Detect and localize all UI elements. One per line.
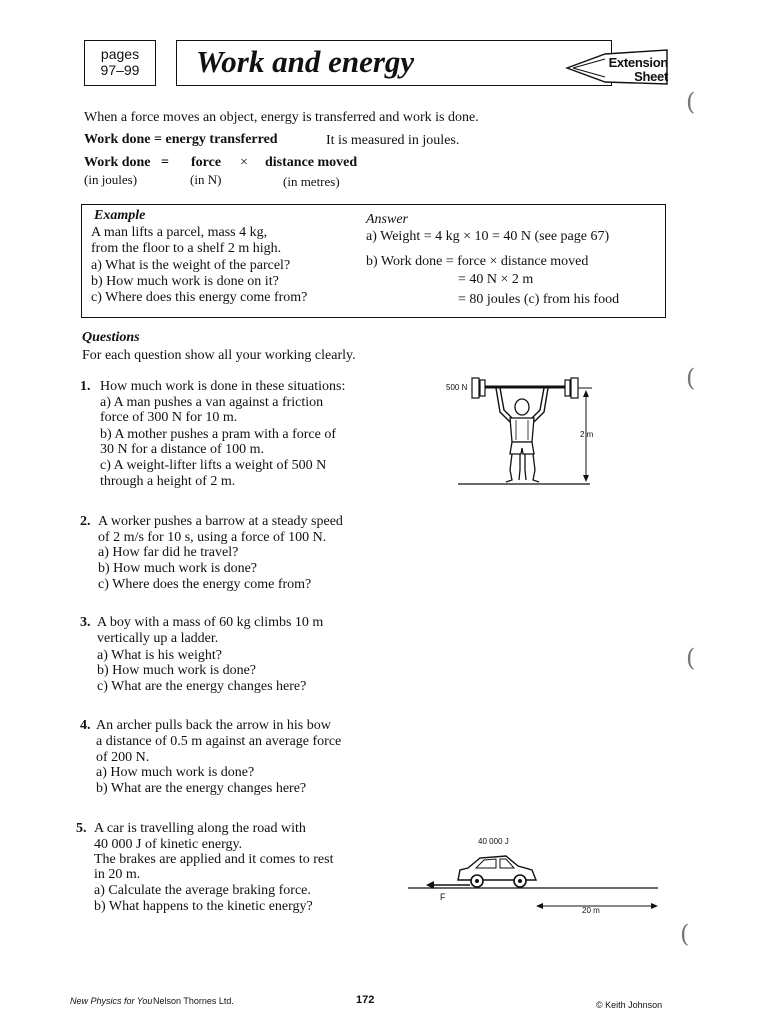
question-line: of 2 m/s for 10 s, using a force of 100 N. — [98, 530, 327, 545]
question-line: a) How much work is done? — [96, 765, 255, 780]
answer-b-line1: b) Work done = force × distance moved — [366, 254, 589, 269]
binder-mark: ( — [686, 644, 696, 672]
equation-work-done: Work done — [84, 155, 151, 170]
question-line: 40 000 J of kinetic energy. — [94, 837, 243, 852]
question-line: a) Calculate the average braking force. — [94, 883, 311, 898]
question-line: a) A man pushes a van against a friction — [100, 395, 324, 410]
page-title: Work and energy — [196, 44, 415, 79]
footer-book-title: New Physics for You — [70, 996, 153, 1006]
question-line: b) How much work is done? — [97, 663, 257, 678]
footer-publisher: Nelson Thornes Ltd. — [153, 996, 234, 1006]
question-line: 30 N for a distance of 100 m. — [100, 442, 265, 457]
question-number: 5. — [76, 821, 87, 836]
unit-metres: (in metres) — [283, 174, 340, 189]
question-line: a) What is his weight? — [97, 648, 222, 663]
example-heading: Example — [94, 208, 146, 223]
question-line: b) What happens to the kinetic energy? — [94, 899, 313, 914]
question-line: c) Where does the energy come from? — [98, 577, 312, 592]
extension-label-line1: Extension — [608, 55, 668, 70]
braking-force-label: F — [440, 892, 446, 902]
question-line: A boy with a mass of 60 kg climbs 10 m — [97, 615, 324, 630]
question-line: b) A mother pushes a pram with a force of — [100, 427, 336, 442]
question-line: of 200 N. — [96, 750, 150, 765]
measured-in-joules: It is measured in joules. — [326, 133, 460, 148]
equation-times: × — [240, 155, 248, 170]
equation-equals: = — [161, 155, 169, 170]
lifter-weight-label: 500 N — [446, 383, 468, 392]
lifter-height-label: 2 m — [580, 430, 594, 439]
equation-force: force — [191, 155, 222, 170]
extension-sheet-label — [606, 56, 668, 84]
question-number: 2. — [80, 514, 91, 529]
question-number: 1. — [80, 379, 91, 394]
question-line: c) A weight-lifter lifts a weight of 500 N — [100, 458, 327, 473]
unit-joules: (in joules) — [84, 172, 138, 187]
pages-range: 97–99 — [100, 62, 140, 78]
pages-reference-box — [84, 40, 156, 86]
answer-b-line3: = 80 joules (c) from his food — [458, 292, 620, 307]
answer-b-line2: = 40 N × 2 m — [458, 272, 534, 287]
question-line: in 20 m. — [94, 867, 141, 882]
question-line: A car is travelling along the road with — [94, 821, 306, 836]
example-line: A man lifts a parcel, mass 4 kg, — [91, 225, 268, 240]
extension-label-line2: Sheet — [634, 69, 668, 84]
question-line: An archer pulls back the arrow in his bow — [96, 718, 331, 733]
question-line: b) How much work is done? — [98, 561, 258, 576]
questions-heading: Questions — [82, 330, 140, 345]
question-line: c) What are the energy changes here? — [97, 679, 307, 694]
binder-mark: ( — [680, 920, 690, 948]
page-number: 172 — [356, 994, 375, 1006]
example-line: a) What is the weight of the parcel? — [91, 258, 291, 273]
question-line: a) How far did he travel? — [98, 545, 239, 560]
pages-label: pages — [100, 46, 140, 62]
question-line: through a height of 2 m. — [100, 474, 236, 489]
binder-mark: ( — [686, 364, 696, 392]
intro-sentence: When a force moves an object, energy is transferred and work is done. — [84, 110, 479, 125]
example-line: c) Where does this energy come from? — [91, 290, 308, 305]
question-line: A worker pushes a barrow at a steady speed — [98, 514, 343, 529]
question-line: b) What are the energy changes here? — [96, 781, 307, 796]
example-line: from the floor to a shelf 2 m high. — [91, 241, 282, 256]
car-energy-label: 40 000 J — [478, 837, 509, 846]
equation-distance: distance moved — [265, 155, 358, 170]
answer-heading: Answer — [366, 212, 408, 227]
question-line: How much work is done in these situations: — [100, 379, 346, 394]
car-braking-figure — [400, 840, 662, 920]
question-line: The brakes are applied and it comes to rest — [94, 852, 334, 867]
binder-mark: ( — [686, 88, 696, 116]
question-number: 4. — [80, 718, 91, 733]
question-line: a distance of 0.5 m against an average force — [96, 734, 342, 749]
questions-instruction: For each question show all your working clearly. — [82, 348, 356, 363]
work-done-definition: Work done = energy transferred — [84, 132, 278, 147]
question-line: force of 300 N for 10 m. — [100, 410, 238, 425]
question-line: vertically up a ladder. — [97, 631, 219, 646]
unit-newtons: (in N) — [190, 172, 222, 187]
answer-a: a) Weight = 4 kg × 10 = 40 N (see page 67) — [366, 229, 610, 244]
footer-copyright: © Keith Johnson — [596, 1000, 663, 1010]
braking-distance-label: 20 m — [582, 906, 600, 915]
example-line: b) How much work is done on it? — [91, 274, 279, 289]
question-number: 3. — [80, 615, 91, 630]
